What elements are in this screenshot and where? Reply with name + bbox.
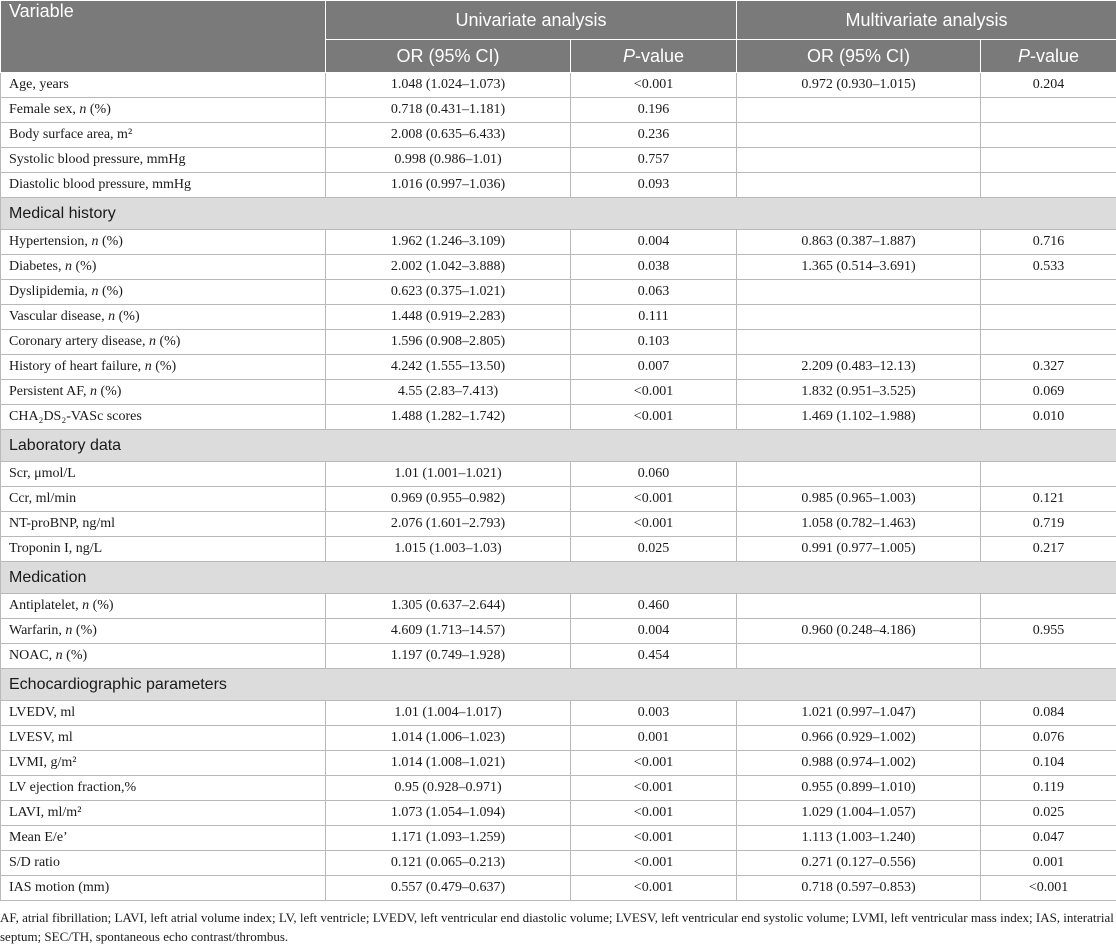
table-row xyxy=(1,594,1116,619)
multi-p-cell: 0.104 xyxy=(981,751,1116,776)
uni-p-cell: <0.001 xyxy=(571,751,737,776)
multi-p-cell xyxy=(981,173,1116,198)
section-title: Laboratory data xyxy=(1,430,1116,462)
table-row xyxy=(1,826,1116,851)
header-uni-p-suffix: -value xyxy=(635,45,685,66)
uni-or-cell: 0.557 (0.479–0.637) xyxy=(326,876,571,901)
multi-p-cell: 0.069 xyxy=(981,380,1116,405)
multi-or-cell xyxy=(737,280,981,305)
uni-p-cell: 0.004 xyxy=(571,619,737,644)
n-italic: n xyxy=(148,334,156,349)
header-multi-p xyxy=(981,40,1116,73)
row-label: LVEDV, ml xyxy=(1,701,326,726)
uni-or-cell: 1.171 (1.093–1.259) xyxy=(326,826,571,851)
table-row xyxy=(1,305,1116,330)
n-italic: n xyxy=(65,623,73,638)
table-row xyxy=(1,776,1116,801)
section-title: Medication xyxy=(1,562,1116,594)
row-label: Female sex, n (%) xyxy=(1,98,326,123)
multi-p-cell: 0.327 xyxy=(981,355,1116,380)
multi-or-cell xyxy=(737,644,981,669)
table-row xyxy=(1,462,1116,487)
multi-or-cell: 1.832 (0.951–3.525) xyxy=(737,380,981,405)
uni-p-cell: 0.060 xyxy=(571,462,737,487)
uni-or-cell: 0.969 (0.955–0.982) xyxy=(326,487,571,512)
uni-or-cell: 4.55 (2.83–7.413) xyxy=(326,380,571,405)
uni-p-cell: <0.001 xyxy=(571,776,737,801)
multi-or-cell: 0.955 (0.899–1.010) xyxy=(737,776,981,801)
row-label: History of heart failure, n (%) xyxy=(1,355,326,380)
uni-or-cell: 1.305 (0.637–2.644) xyxy=(326,594,571,619)
row-label: CHA₂DS₂-VASc scores xyxy=(1,405,326,430)
header-multi-or: OR (95% CI) xyxy=(737,40,981,73)
table-row xyxy=(1,644,1116,669)
multi-or-cell xyxy=(737,330,981,355)
table-row xyxy=(1,801,1116,826)
uni-or-cell: 1.014 (1.006–1.023) xyxy=(326,726,571,751)
row-label: Troponin I, ng/L xyxy=(1,537,326,562)
table-row xyxy=(1,876,1116,901)
uni-p-cell: 0.196 xyxy=(571,98,737,123)
row-label: NOAC, n (%) xyxy=(1,644,326,669)
multi-or-cell xyxy=(737,98,981,123)
multi-or-cell: 1.365 (0.514–3.691) xyxy=(737,255,981,280)
multi-or-cell: 0.985 (0.965–1.003) xyxy=(737,487,981,512)
multi-p-cell xyxy=(981,280,1116,305)
uni-p-cell: <0.001 xyxy=(571,826,737,851)
multi-p-cell: 0.084 xyxy=(981,701,1116,726)
multi-p-cell: 0.533 xyxy=(981,255,1116,280)
uni-p-cell: 0.093 xyxy=(571,173,737,198)
multi-p-cell: 0.955 xyxy=(981,619,1116,644)
header-multivariate: Multivariate analysis xyxy=(737,1,1116,40)
table-row xyxy=(1,280,1116,305)
table-row xyxy=(1,330,1116,355)
uni-or-cell: 1.488 (1.282–1.742) xyxy=(326,405,571,430)
n-italic: n xyxy=(91,284,99,299)
uni-or-cell: 1.01 (1.001–1.021) xyxy=(326,462,571,487)
uni-or-cell: 0.718 (0.431–1.181) xyxy=(326,98,571,123)
table-row xyxy=(1,255,1116,280)
row-label: Systolic blood pressure, mmHg xyxy=(1,148,326,173)
table-row xyxy=(1,751,1116,776)
uni-p-cell: 0.111 xyxy=(571,305,737,330)
footnote: AF, atrial fibrillation; LAVI, left atrial volume index; LV, left ventricle; LVEDV, left ventricular end diastolic volume; LVESV, left ventricular end systolic volume; LVMI, left ventricular mass index; IAS, interatrial septum; SEC/TH, spontaneous echo contrast/thrombus. xyxy=(0,910,1114,944)
uni-or-cell: 0.998 (0.986–1.01) xyxy=(326,148,571,173)
section-row xyxy=(1,562,1116,594)
uni-or-cell: 4.242 (1.555–13.50) xyxy=(326,355,571,380)
row-label: Coronary artery disease, n (%) xyxy=(1,330,326,355)
uni-or-cell: 1.048 (1.024–1.073) xyxy=(326,73,571,98)
section-title: Medical history xyxy=(1,198,1116,230)
multi-or-cell xyxy=(737,462,981,487)
uni-p-cell: 0.025 xyxy=(571,537,737,562)
section-row xyxy=(1,669,1116,701)
row-label: Age, years xyxy=(1,73,326,98)
multi-or-cell: 1.113 (1.003–1.240) xyxy=(737,826,981,851)
multi-or-cell: 0.988 (0.974–1.002) xyxy=(737,751,981,776)
multi-p-cell xyxy=(981,148,1116,173)
multi-p-cell: 0.047 xyxy=(981,826,1116,851)
row-label: LVMI, g/m² xyxy=(1,751,326,776)
multi-or-cell: 0.863 (0.387–1.887) xyxy=(737,230,981,255)
table-row xyxy=(1,487,1116,512)
uni-or-cell: 2.008 (0.635–6.433) xyxy=(326,123,571,148)
header-uni-p-italic: P xyxy=(622,45,635,66)
n-italic: n xyxy=(79,102,87,117)
section-row xyxy=(1,198,1116,230)
uni-p-cell: 0.454 xyxy=(571,644,737,669)
multi-or-cell xyxy=(737,123,981,148)
multi-or-cell: 1.058 (0.782–1.463) xyxy=(737,512,981,537)
multi-p-cell: <0.001 xyxy=(981,876,1116,901)
multi-p-cell: 0.204 xyxy=(981,73,1116,98)
uni-p-cell: 0.757 xyxy=(571,148,737,173)
n-italic: n xyxy=(82,598,90,613)
multi-p-cell: 0.010 xyxy=(981,405,1116,430)
header-univariate: Univariate analysis xyxy=(326,1,737,40)
uni-or-cell: 1.197 (0.749–1.928) xyxy=(326,644,571,669)
multi-p-cell: 0.716 xyxy=(981,230,1116,255)
row-label: Scr, μmol/L xyxy=(1,462,326,487)
row-label: Vascular disease, n (%) xyxy=(1,305,326,330)
multi-p-cell xyxy=(981,98,1116,123)
uni-p-cell: 0.103 xyxy=(571,330,737,355)
multi-p-cell: 0.719 xyxy=(981,512,1116,537)
uni-or-cell: 0.95 (0.928–0.971) xyxy=(326,776,571,801)
multi-or-cell: 0.271 (0.127–0.556) xyxy=(737,851,981,876)
header-uni-p xyxy=(571,40,737,73)
table-row xyxy=(1,230,1116,255)
n-italic: n xyxy=(91,234,99,249)
header-variable: Variable xyxy=(1,1,326,73)
uni-p-cell: 0.460 xyxy=(571,594,737,619)
row-label: Diabetes, n (%) xyxy=(1,255,326,280)
table-row xyxy=(1,173,1116,198)
table-row xyxy=(1,405,1116,430)
row-label: Persistent AF, n (%) xyxy=(1,380,326,405)
uni-or-cell: 1.014 (1.008–1.021) xyxy=(326,751,571,776)
uni-p-cell: 0.003 xyxy=(571,701,737,726)
uni-p-cell: <0.001 xyxy=(571,73,737,98)
multi-p-cell: 0.217 xyxy=(981,537,1116,562)
row-label: LAVI, ml/m² xyxy=(1,801,326,826)
multi-or-cell: 0.991 (0.977–1.005) xyxy=(737,537,981,562)
table-row xyxy=(1,512,1116,537)
multi-or-cell xyxy=(737,305,981,330)
uni-or-cell: 0.623 (0.375–1.021) xyxy=(326,280,571,305)
multi-or-cell: 2.209 (0.483–12.13) xyxy=(737,355,981,380)
multi-p-cell xyxy=(981,305,1116,330)
multi-p-cell: 0.076 xyxy=(981,726,1116,751)
n-italic: n xyxy=(89,384,97,399)
row-label: Hypertension, n (%) xyxy=(1,230,326,255)
table-row xyxy=(1,148,1116,173)
section-row xyxy=(1,430,1116,462)
row-label: Body surface area, m² xyxy=(1,123,326,148)
row-label: LV ejection fraction,% xyxy=(1,776,326,801)
multi-p-cell xyxy=(981,462,1116,487)
table-row xyxy=(1,851,1116,876)
multi-p-cell xyxy=(981,644,1116,669)
row-label: Diastolic blood pressure, mmHg xyxy=(1,173,326,198)
uni-p-cell: 0.038 xyxy=(571,255,737,280)
uni-or-cell: 0.121 (0.065–0.213) xyxy=(326,851,571,876)
row-label: LVESV, ml xyxy=(1,726,326,751)
multi-or-cell: 0.960 (0.248–4.186) xyxy=(737,619,981,644)
multi-p-cell xyxy=(981,123,1116,148)
table-row xyxy=(1,98,1116,123)
multi-p-cell: 0.025 xyxy=(981,801,1116,826)
section-title: Echocardiographic parameters xyxy=(1,669,1116,701)
multi-or-cell: 0.718 (0.597–0.853) xyxy=(737,876,981,901)
multi-or-cell: 1.469 (1.102–1.988) xyxy=(737,405,981,430)
table-row xyxy=(1,380,1116,405)
row-label: Warfarin, n (%) xyxy=(1,619,326,644)
table-row xyxy=(1,619,1116,644)
row-label: Mean E/e’ xyxy=(1,826,326,851)
uni-p-cell: 0.063 xyxy=(571,280,737,305)
uni-or-cell: 1.016 (0.997–1.036) xyxy=(326,173,571,198)
uni-or-cell: 1.015 (1.003–1.03) xyxy=(326,537,571,562)
uni-or-cell: 1.962 (1.246–3.109) xyxy=(326,230,571,255)
multi-or-cell: 1.021 (0.997–1.047) xyxy=(737,701,981,726)
uni-p-cell: 0.007 xyxy=(571,355,737,380)
uni-p-cell: <0.001 xyxy=(571,487,737,512)
multi-p-cell xyxy=(981,330,1116,355)
uni-p-cell: <0.001 xyxy=(571,851,737,876)
uni-p-cell: <0.001 xyxy=(571,405,737,430)
multi-or-cell xyxy=(737,148,981,173)
n-italic: n xyxy=(55,648,63,663)
multi-p-cell xyxy=(981,594,1116,619)
row-label: NT-proBNP, ng/ml xyxy=(1,512,326,537)
table-row xyxy=(1,537,1116,562)
uni-or-cell: 2.076 (1.601–2.793) xyxy=(326,512,571,537)
table-row xyxy=(1,701,1116,726)
multi-or-cell xyxy=(737,173,981,198)
multi-or-cell xyxy=(737,594,981,619)
uni-p-cell: <0.001 xyxy=(571,512,737,537)
uni-or-cell: 1.448 (0.919–2.283) xyxy=(326,305,571,330)
multi-or-cell: 0.966 (0.929–1.002) xyxy=(737,726,981,751)
uni-or-cell: 1.596 (0.908–2.805) xyxy=(326,330,571,355)
uni-or-cell: 1.01 (1.004–1.017) xyxy=(326,701,571,726)
uni-p-cell: 0.236 xyxy=(571,123,737,148)
uni-p-cell: <0.001 xyxy=(571,380,737,405)
table-row xyxy=(1,123,1116,148)
uni-p-cell: 0.004 xyxy=(571,230,737,255)
n-italic: n xyxy=(108,309,116,324)
multi-or-cell: 1.029 (1.004–1.057) xyxy=(737,801,981,826)
multi-p-cell: 0.121 xyxy=(981,487,1116,512)
multi-p-cell: 0.119 xyxy=(981,776,1116,801)
uni-p-cell: <0.001 xyxy=(571,801,737,826)
table-body xyxy=(1,73,1116,901)
header-multi-p-italic: P xyxy=(1017,45,1030,66)
uni-p-cell: <0.001 xyxy=(571,876,737,901)
uni-or-cell: 2.002 (1.042–3.888) xyxy=(326,255,571,280)
row-label: Dyslipidemia, n (%) xyxy=(1,280,326,305)
multi-or-cell: 0.972 (0.930–1.015) xyxy=(737,73,981,98)
uni-or-cell: 4.609 (1.713–14.57) xyxy=(326,619,571,644)
row-label: IAS motion (mm) xyxy=(1,876,326,901)
uni-or-cell: 1.073 (1.054–1.094) xyxy=(326,801,571,826)
n-italic: n xyxy=(144,359,152,374)
row-label: Antiplatelet, n (%) xyxy=(1,594,326,619)
header-multi-p-suffix: -value xyxy=(1030,45,1080,66)
header-uni-or: OR (95% CI) xyxy=(326,40,571,73)
uni-p-cell: 0.001 xyxy=(571,726,737,751)
row-label: S/D ratio xyxy=(1,851,326,876)
row-label: Ccr, ml/min xyxy=(1,487,326,512)
table-row xyxy=(1,355,1116,380)
n-italic: n xyxy=(64,259,72,274)
table-row xyxy=(1,73,1116,98)
table-row xyxy=(1,726,1116,751)
multi-p-cell: 0.001 xyxy=(981,851,1116,876)
